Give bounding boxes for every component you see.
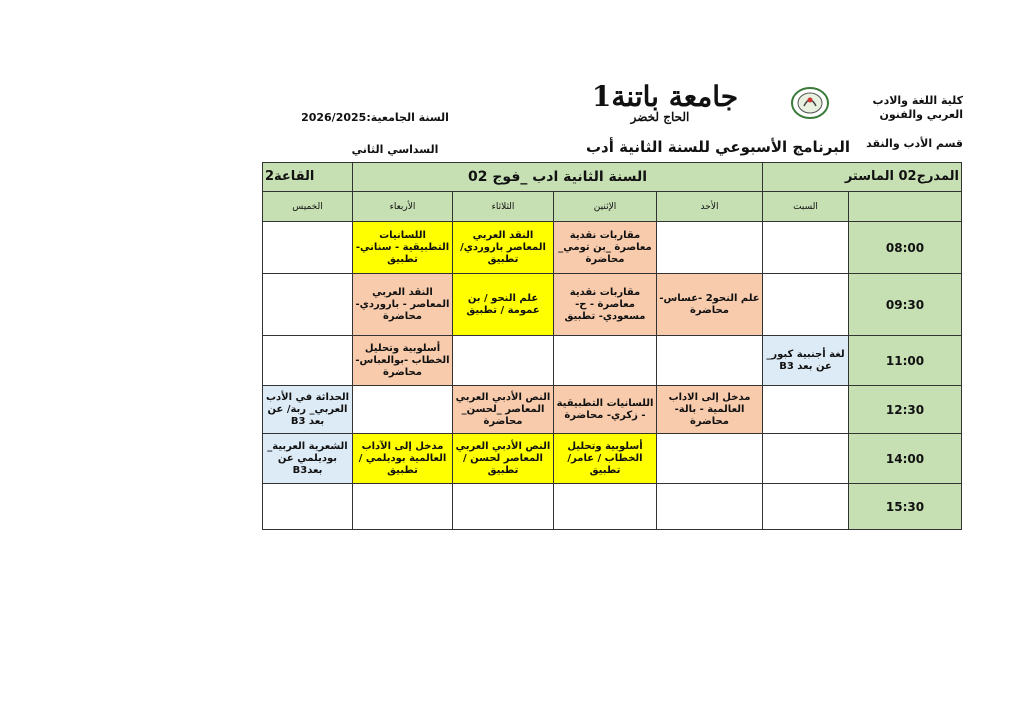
schedule-cell: علم النحو / بن عمومة / تطبيق (453, 274, 554, 336)
schedule-cell (554, 484, 657, 530)
group-title: السنة الثانية ادب _فوج 02 (353, 163, 763, 192)
schedule-cell: اللسانيات التطبيقية - سناني- تطبيق (353, 222, 453, 274)
schedule-cell (263, 274, 353, 336)
day-header: السبت (763, 192, 849, 222)
schedule-cell: النص الأدبي العربي المعاصر _لحسن_ محاضرة (453, 386, 554, 434)
time-slot: 11:00 (849, 336, 962, 386)
semester-label: السداسي الثاني (351, 143, 439, 156)
schedule-cell: النقد العربي المعاصر باروردي/ تطبيق (453, 222, 554, 274)
schedule-cell (263, 484, 353, 530)
schedule-cell (763, 484, 849, 530)
schedule-cell: أسلوبية وتحليل الخطاب / عامر/ تطبيق (554, 434, 657, 484)
schedule-cell (453, 484, 554, 530)
schedule-cell: مقاربات نقدية معاصرة - ح-مسعودي- تطبيق (554, 274, 657, 336)
schedule-cell (763, 386, 849, 434)
time-slot: 08:00 (849, 222, 962, 274)
weekly-schedule-table (262, 162, 962, 530)
schedule-cell (763, 222, 849, 274)
day-header: الأربعاء (353, 192, 453, 222)
university-subtitle: الحاج لخضر (630, 110, 690, 124)
schedule-cell: مدخل إلى الاداب العالمية - بالة- محاضرة (657, 386, 763, 434)
hall-left-label: القاعة2 (263, 163, 353, 192)
schedule-cell (453, 336, 554, 386)
university-logo-icon (790, 86, 830, 120)
schedule-cell (763, 434, 849, 484)
department-name: قسم الأدب والنقد (866, 137, 963, 150)
faculty-name: كلية اللغة والادب العربي والفنون (872, 94, 963, 121)
schedule-cell: الحداثة في الأدب العربي_ ربة/ عن بعد B3 (263, 386, 353, 434)
schedule-cell (554, 336, 657, 386)
schedule-cell: مدخل إلى الآداب العالمية بوديلمي / تطبيق (353, 434, 453, 484)
schedule-cell (657, 484, 763, 530)
schedule-cell (263, 222, 353, 274)
schedule-cell (763, 274, 849, 336)
schedule-cell: اللسانيات التطبيقية - زكري- محاضرة (554, 386, 657, 434)
schedule-cell (353, 386, 453, 434)
schedule-cell: علم النحو2 -عساس- محاضرة (657, 274, 763, 336)
time-slot: 09:30 (849, 274, 962, 336)
university-name: جامعة باتنة1 (591, 80, 739, 113)
time-slot: 12:30 (849, 386, 962, 434)
program-title: البرنامج الأسبوعي للسنة الثانية أدب (585, 138, 850, 156)
schedule-cell: لغة أجنبية كبور_ عن بعد B3 (763, 336, 849, 386)
schedule-cell: النقد العربي المعاصر - باروردي- محاضرة (353, 274, 453, 336)
day-header: الثلاثاء (453, 192, 554, 222)
time-slot: 15:30 (849, 484, 962, 530)
day-header: الخميس (263, 192, 353, 222)
schedule-cell: النص الأدبي العربي المعاصر لحسن / تطبيق (453, 434, 554, 484)
schedule-cell (353, 484, 453, 530)
hall-right-label: المدرج02 الماستر (763, 163, 962, 192)
day-header: الإثنين (554, 192, 657, 222)
schedule-cell (657, 336, 763, 386)
schedule-cell (263, 336, 353, 386)
schedule-cell: مقاربات نقدية معاصرة _بن تومي_ محاضرة (554, 222, 657, 274)
schedule-cell (657, 434, 763, 484)
time-slot: 14:00 (849, 434, 962, 484)
schedule-cell (657, 222, 763, 274)
academic-year: السنة الجامعية:2026/2025 (301, 111, 449, 124)
schedule-cell: الشعرية العربية_ بوديلمي عن بعدB3 (263, 434, 353, 484)
schedule-cell: أسلوبية وتحليل الخطاب -بوالعباس- محاضرة (353, 336, 453, 386)
day-header: الأحد (657, 192, 763, 222)
corner-cell (849, 192, 962, 222)
